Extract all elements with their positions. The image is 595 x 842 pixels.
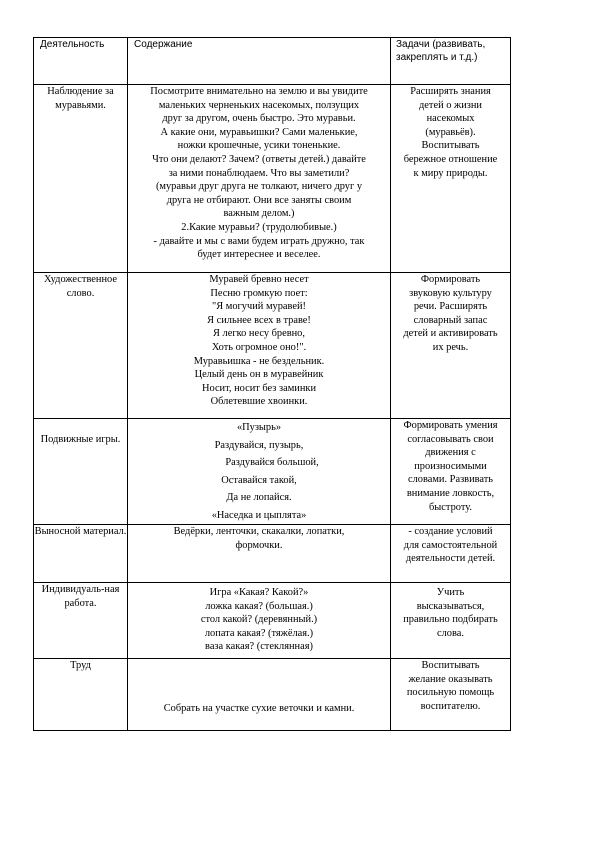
tasks-cell [391, 273, 511, 419]
activity-label: Выносной материал. [34, 526, 127, 537]
header-content: Содержание [128, 38, 391, 85]
content-line: важным делом.) [223, 208, 295, 220]
content-line: Игра «Какая? Какой?» [209, 587, 309, 598]
task-line: бережное отношение [403, 153, 498, 165]
header-tasks: Задачи (развивать, закреплять и т.д.) [391, 38, 511, 85]
activity-cell [34, 583, 128, 659]
task-line: воспитателю. [420, 700, 481, 712]
content-line: Раздувайся, пузырь, [214, 439, 304, 451]
content-line: Ведёрки, ленточки, скакалки, лопатки, [173, 526, 345, 537]
task-line: - создание условий [408, 526, 493, 537]
task-line: Воспитывать [421, 140, 480, 152]
content-line: Раздувайся большой, [225, 457, 319, 468]
task-line: к миру природы. [413, 167, 488, 179]
content-line: Носит, носит без заминки [201, 382, 317, 394]
table-header-row [34, 38, 511, 85]
task-line: их речь. [432, 341, 469, 353]
task-line: желание оказывать [408, 673, 493, 685]
content-line: - давайте и мы с вами будем играть дружно, так [153, 235, 365, 247]
task-line: словарный запас [413, 314, 488, 326]
activity-cell [34, 85, 128, 273]
content-line: Я сильнее всех в траве! [207, 314, 311, 326]
task-line: Формировать [420, 274, 481, 285]
task-line: посильную помощь [406, 687, 495, 699]
task-line: детей и активировать [403, 328, 498, 340]
content-line: 2.Какие муравьи? (трудолюбивые.) [181, 221, 337, 233]
task-line: Расширять знания [410, 86, 491, 97]
content-line: Муравьишка - не бездельник. [193, 355, 325, 367]
activity-label: Художественное слово. [44, 274, 117, 299]
task-line: высказываться, [416, 600, 485, 612]
content-line: Оставайся такой, [221, 474, 297, 486]
content-cell [128, 659, 391, 731]
task-line: согласовывать свои [407, 433, 494, 445]
task-line: деятельности детей. [405, 553, 496, 565]
content-line: стол какой? (деревянный.) [200, 614, 318, 626]
content-line: ложка какая? (большая.) [205, 600, 313, 612]
task-line: насекомых [426, 113, 475, 125]
task-line: (муравьёв). [425, 126, 476, 138]
table-row [34, 85, 511, 273]
table-row [34, 659, 511, 731]
content-line: Облетевшие хвоинки. [210, 396, 308, 408]
content-line: Собрать на участке сухие веточки и камни. [163, 702, 355, 714]
task-line: движения с [425, 447, 476, 459]
content-line: (муравьи друг друга не толкают, ничего друг у [155, 181, 363, 193]
content-line: будет интереснее и веселее. [197, 249, 321, 261]
table-row [34, 583, 511, 659]
activity-plan-table [33, 37, 511, 731]
activity-label: Труд [70, 660, 91, 671]
content-line: ваза какая? (стеклянная) [205, 641, 313, 653]
content-line: Посмотрите внимательно на землю и вы увидите [150, 86, 368, 97]
activity-label: Подвижные игры. [40, 434, 121, 445]
table-row [34, 273, 511, 419]
activity-cell [34, 419, 128, 525]
content-cell [128, 525, 391, 583]
content-line: лопата какая? (тяжёлая.) [204, 627, 314, 639]
tasks-cell [391, 525, 511, 583]
content-cell [128, 419, 391, 525]
content-line: формочки. [235, 539, 283, 551]
content-line: Хоть огромное оно!". [211, 341, 307, 353]
tasks-cell [391, 85, 511, 273]
task-line: быстроту. [429, 501, 472, 513]
content-cell [128, 583, 391, 659]
content-line: Что они делают? Зачем? (ответы детей.) давайте [152, 153, 366, 165]
task-line: Воспитывать [421, 660, 480, 671]
content-line: за ними понаблюдаем. Что вы заметили? [168, 167, 350, 179]
content-line: Песню громкую поет: [210, 287, 308, 299]
task-line: звуковую культуру [409, 287, 492, 299]
table-row [34, 419, 511, 525]
activity-cell [34, 273, 128, 419]
table-row [34, 525, 511, 583]
tasks-cell [391, 583, 511, 659]
activity-cell [34, 659, 128, 731]
content-line: «Наседка и цыплята» [211, 509, 307, 521]
task-line: внимание ловкость, [406, 487, 495, 499]
task-line: словами. Развивать [407, 474, 494, 486]
content-line: «Пузырь» [236, 422, 282, 433]
activity-label: Индивидуаль-ная работа. [41, 584, 120, 609]
content-line: Целый день он в муравейник [194, 369, 324, 381]
activity-cell [34, 525, 128, 583]
task-line: детей о жизни [419, 99, 482, 111]
task-line: слова. [437, 627, 464, 639]
content-line: ножки крошечные, усики тоненькие. [177, 140, 341, 152]
activity-label: Наблюдение за муравьями. [47, 86, 114, 111]
task-line: произносимыми [414, 460, 487, 472]
content-line: друга не отбирают. Они все заняты своим [166, 194, 352, 206]
content-line: Да не лопайся. [226, 492, 292, 503]
content-line: А какие они, муравьишки? Сами маленькие, [160, 126, 358, 138]
tasks-cell [391, 419, 511, 525]
content-line: Муравей бревно несет [209, 274, 309, 285]
tasks-cell [391, 659, 511, 731]
task-line: правильно подбирать [403, 614, 498, 626]
content-cell [128, 85, 391, 273]
task-line: речи. Расширять [413, 301, 488, 313]
content-line: "Я могучий муравей! [212, 301, 306, 313]
task-line: для самостоятельной [403, 539, 498, 551]
task-line: Учить [436, 587, 465, 598]
content-line: Я легко несу бревно, [213, 328, 305, 340]
content-line: маленьких черненьких насекомых, ползущих [158, 99, 360, 111]
header-activity: Деятельность [34, 38, 128, 85]
task-line: Формировать умения [403, 420, 498, 431]
content-line: друг за другом, очень быстро. Это муравьи. [162, 113, 356, 125]
content-cell [128, 273, 391, 419]
